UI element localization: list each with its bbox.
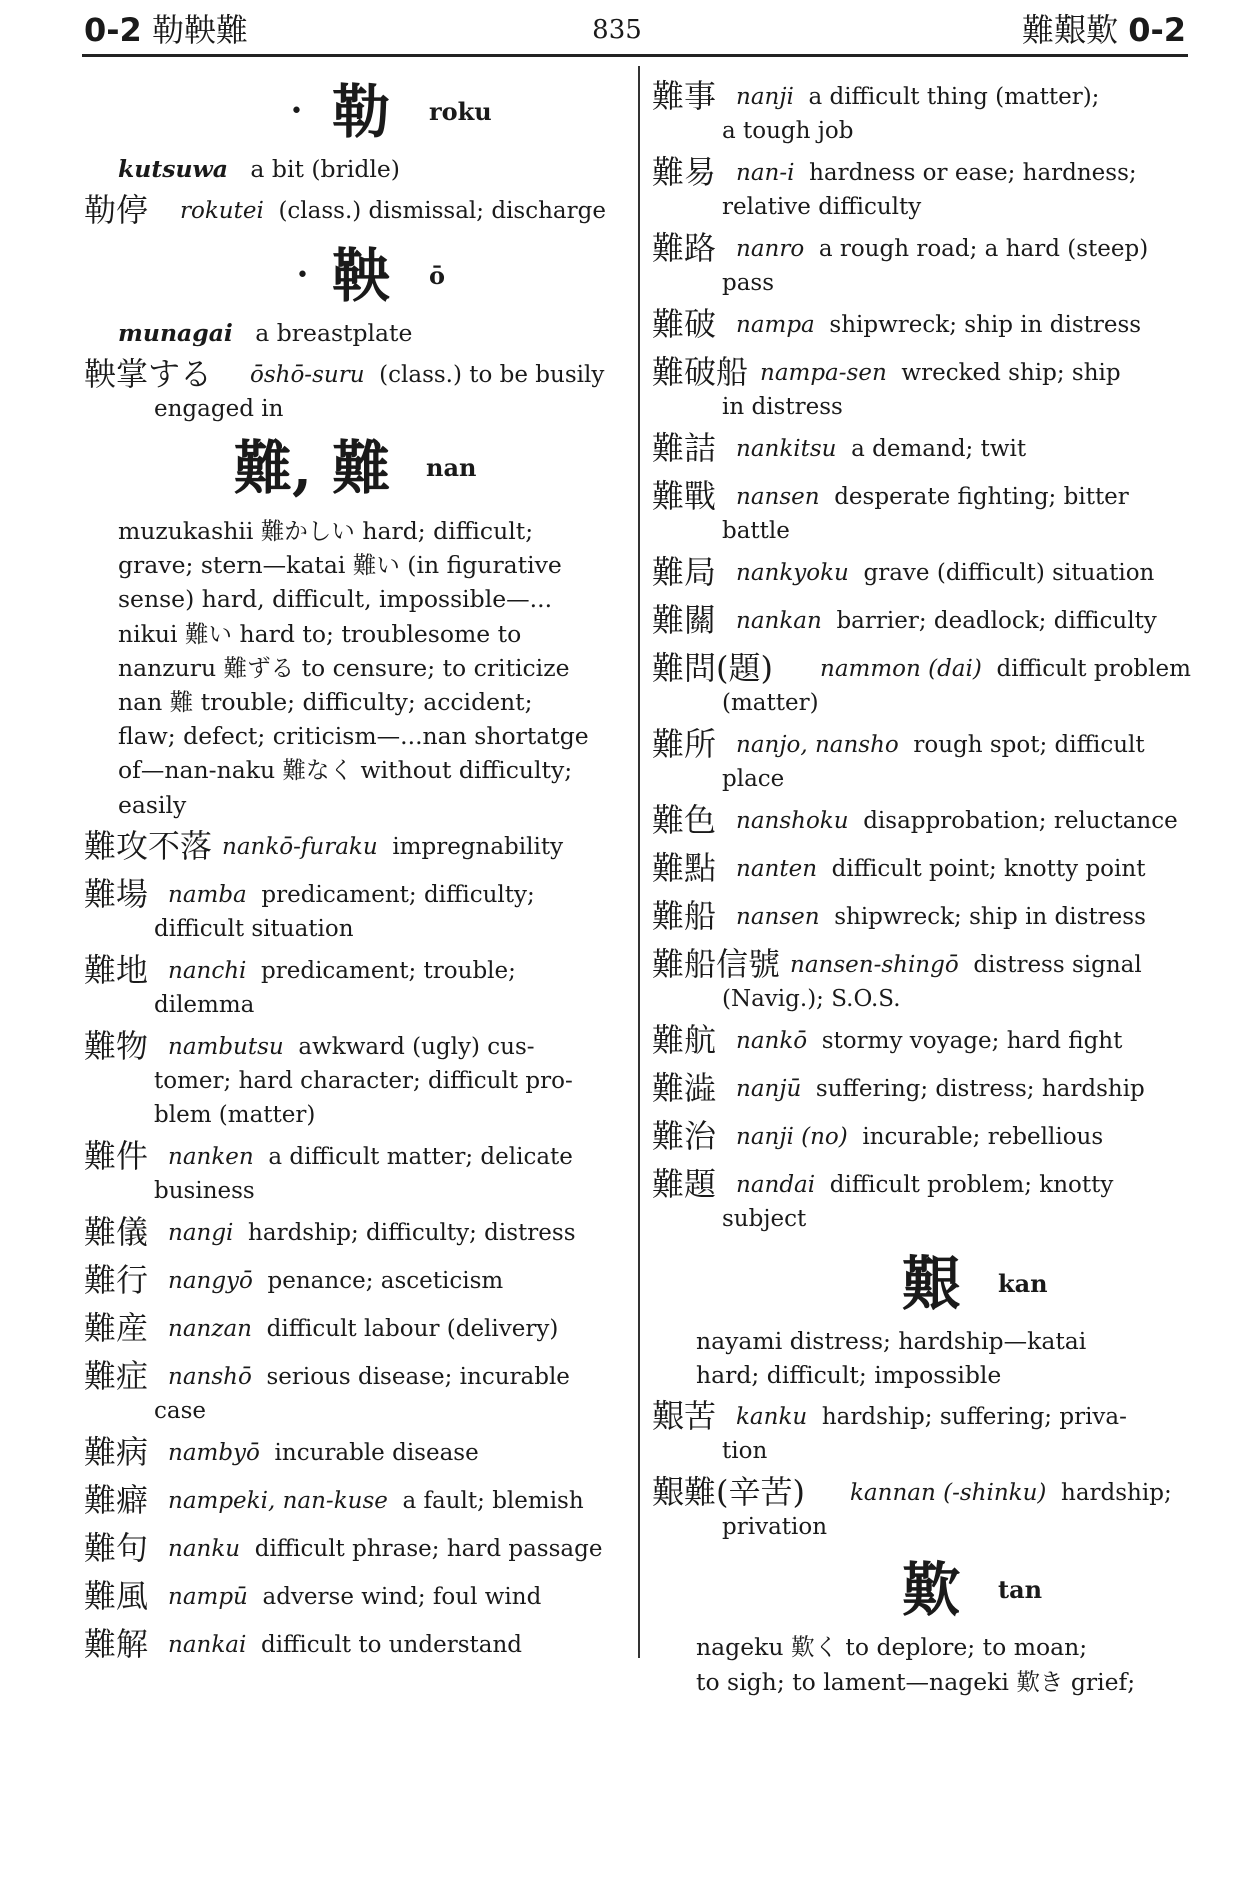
paragraph-line: of—nan-naku 難なく without difficulty; <box>118 756 573 785</box>
entry-kanji: 難症 <box>84 1356 149 1395</box>
entry-definition: hardship; suffering; priva- <box>821 1404 1127 1431</box>
entry-kanji: 鞅掌する <box>84 355 213 393</box>
entry-romaji: nampeki, nan-kuse <box>168 1487 388 1514</box>
entry <box>652 896 1192 940</box>
entry-definition: distress signal <box>973 952 1142 978</box>
entry-continuation: a tough job <box>722 118 854 144</box>
kan-entries <box>652 1396 1192 1544</box>
entry <box>652 304 1192 348</box>
entry-continuation: tion <box>722 1438 768 1465</box>
kanji-heading-o <box>84 236 624 316</box>
header-right-kanji: 難艱歎 <box>1022 11 1119 49</box>
entry-kanji: 難詰 <box>652 429 717 467</box>
entry-kanji: 難澁 <box>652 1069 717 1107</box>
entry-continuation: case <box>154 1397 207 1424</box>
entry-romaji: nanji <box>736 84 794 110</box>
entry <box>84 1308 624 1352</box>
entry-continuation: pass <box>722 270 775 296</box>
right-entries <box>652 76 1192 1236</box>
entry-definition: difficult to understand <box>260 1631 522 1658</box>
entry-kanji: 難關 <box>652 601 717 639</box>
entry <box>652 724 1192 796</box>
entry-kanji: 難句 <box>84 1528 149 1567</box>
entry-romaji: nansen <box>736 484 820 510</box>
entry-romaji: nambyō <box>168 1439 260 1466</box>
heading-kanji: 難, 難 <box>234 434 391 502</box>
entry-kanji: 難船信號 <box>652 945 781 983</box>
entry <box>652 1020 1192 1064</box>
entry-definition: adverse wind; foul wind <box>262 1583 542 1610</box>
heading-reading: tan <box>998 1575 1043 1605</box>
entry <box>652 1164 1192 1236</box>
entry-definition: hardship; <box>1061 1480 1172 1507</box>
paragraph-line: nayami distress; hardship—katai <box>696 1327 1087 1355</box>
entry-romaji: nankitsu <box>736 436 837 462</box>
entry-romaji: nansen <box>736 904 820 930</box>
entry-romaji: nampa-sen <box>760 360 887 386</box>
entry-kanji: 勒停 <box>84 191 149 229</box>
entry-romaji: nan-i <box>736 160 795 186</box>
entry-kanji: 難局 <box>652 553 717 591</box>
entry-definition: difficult problem <box>996 656 1191 682</box>
paragraph-line: sense) hard, difficult, impossible—... <box>118 585 553 614</box>
entry-definition: desperate fighting; bitter <box>834 484 1129 510</box>
entry <box>652 1116 1192 1160</box>
entry-kanji: 艱難(辛苦) <box>652 1473 805 1512</box>
kun-definition: a breastplate <box>255 319 413 347</box>
entry <box>652 552 1192 596</box>
kanji-heading-kan <box>652 1244 1192 1324</box>
entry <box>84 1528 624 1572</box>
heading-reading: ō <box>429 261 446 290</box>
entry-kanji: 難戰 <box>652 477 717 515</box>
entry <box>652 944 1192 1016</box>
entry-definition: predicament; trouble; <box>261 957 516 984</box>
kanji-heading-roku <box>84 72 624 152</box>
paragraph-line: grave; stern—katai 難い (in figurative <box>118 551 562 580</box>
entry <box>84 1026 624 1132</box>
entry <box>652 76 1192 148</box>
entry-continuation: (Navig.); S.O.S. <box>722 986 901 1012</box>
entry-romaji: nangi <box>168 1219 234 1246</box>
entry-kanji: 難題 <box>652 1165 717 1203</box>
entry-kanji: 難地 <box>84 950 149 989</box>
entry-romaji: nanten <box>736 856 818 882</box>
column-divider <box>638 66 640 1658</box>
entry-definition: suffering; distress; hardship <box>815 1076 1145 1102</box>
entry-kanji: 難破 <box>652 305 717 343</box>
entry-definition: shipwreck; ship in distress <box>834 904 1146 930</box>
entry-kanji: 難風 <box>84 1576 149 1615</box>
entry-definition: serious disease; incurable <box>266 1363 570 1390</box>
entry-romaji: namba <box>168 881 247 908</box>
entry-kanji: 難船 <box>652 897 717 935</box>
entry <box>84 190 624 234</box>
entry-continuation: in distress <box>722 394 843 420</box>
paragraph-line: muzukashii 難かしい hard; difficult; <box>118 517 534 545</box>
entry <box>84 1260 624 1304</box>
header-left-code: 0-2 <box>84 11 142 49</box>
entry <box>84 874 624 946</box>
entry-kanji: 難點 <box>652 849 717 887</box>
entry <box>84 1356 624 1428</box>
entry-definition: difficult phrase; hard passage <box>254 1535 603 1562</box>
header-right <box>1022 10 1186 50</box>
entry-continuation: place <box>722 766 785 792</box>
entry-romaji: nanji (no) <box>736 1124 848 1150</box>
entry <box>652 848 1192 892</box>
heading-reading: kan <box>998 1269 1048 1298</box>
entry-kanji: 難行 <box>84 1260 149 1299</box>
entry-romaji: nambutsu <box>168 1033 284 1060</box>
entry-kanji: 難件 <box>84 1136 149 1175</box>
entry-kanji: 難攻不落 <box>84 826 213 865</box>
entry-continuation: engaged in <box>154 396 284 422</box>
entry-continuation: dilemma <box>154 991 255 1018</box>
entry-kanji: 難治 <box>652 1117 717 1155</box>
entry-definition: a difficult matter; delicate <box>268 1143 573 1170</box>
entry <box>652 428 1192 472</box>
entry-continuation: business <box>154 1177 255 1204</box>
entry-continuation: battle <box>722 518 790 544</box>
entry <box>652 800 1192 844</box>
entry-romaji: kannan (-shinku) <box>850 1480 1047 1507</box>
entry <box>652 228 1192 300</box>
kun-reading-line <box>84 316 624 350</box>
paragraph-line: nanzuru 難ずる to censure; to criticize <box>118 653 570 682</box>
entry-continuation: tomer; hard character; difficult pro- <box>154 1067 573 1094</box>
entry-definition: predicament; difficulty; <box>261 881 535 908</box>
entry-romaji: ōshō-suru <box>250 362 365 388</box>
paragraph-line: flaw; defect; criticism—...nan shortatge <box>118 722 589 751</box>
entry-definition: incurable; rebellious <box>862 1124 1104 1150</box>
entry-definition: a rough road; a hard (steep) <box>818 236 1149 262</box>
entry-definition: (class.) dismissal; discharge <box>278 198 606 224</box>
right-column <box>652 72 1192 1699</box>
entry-definition: grave (difficult) situation <box>863 560 1155 586</box>
entry <box>652 1472 1192 1544</box>
entry-romaji: nanjo, nansho <box>736 732 899 758</box>
tan-paragraph <box>652 1630 1192 1698</box>
bullet-dot: • <box>290 99 303 124</box>
entry-romaji: nanshō <box>168 1363 252 1390</box>
entry-kanji: 難所 <box>652 725 717 763</box>
entry-definition: incurable disease <box>274 1439 479 1466</box>
entry-romaji: nankyoku <box>736 560 849 586</box>
entry-kanji: 難病 <box>84 1432 149 1471</box>
heading-kanji: 艱 <box>902 1250 961 1318</box>
entry-continuation: privation <box>722 1514 828 1541</box>
entry-kanji: 難儀 <box>84 1212 149 1251</box>
entry-romaji: nanku <box>168 1535 241 1562</box>
entry-romaji: nanchi <box>168 957 247 984</box>
entry-definition: difficult labour (delivery) <box>266 1315 559 1342</box>
entry-definition: shipwreck; ship in distress <box>829 312 1142 338</box>
kun-reading: kutsuwa <box>118 155 228 183</box>
entry-romaji: nanzan <box>168 1315 252 1342</box>
entry-romaji: nampū <box>168 1583 248 1610</box>
entry-definition: impregnability <box>392 833 564 860</box>
entry-romaji: nanshoku <box>736 808 849 834</box>
entry-romaji: nankō <box>736 1028 808 1054</box>
paragraph-line: nageku 歎く to deplore; to moan; <box>696 1633 1088 1662</box>
entry-definition: (class.) to be busily <box>379 362 605 388</box>
entry <box>84 1624 624 1668</box>
entry-definition: disapprobation; reluctance <box>863 808 1178 834</box>
entry <box>652 600 1192 644</box>
kanji-heading-tan <box>652 1550 1192 1630</box>
entry <box>652 476 1192 548</box>
entry-definition: a demand; twit <box>851 436 1027 462</box>
entry-definition: difficult problem; knotty <box>829 1172 1114 1198</box>
heading-kanji: 歎 <box>902 1556 961 1625</box>
entry-definition: stormy voyage; hard fight <box>821 1028 1123 1054</box>
entry-kanji: 難問(題) <box>652 649 773 687</box>
entry-definition: hardness or ease; hardness; <box>809 160 1137 186</box>
heading-reading: nan <box>426 453 477 482</box>
entry <box>652 1396 1192 1468</box>
entry-kanji: 難易 <box>652 153 717 191</box>
entry-kanji: 難路 <box>652 229 717 267</box>
heading-reading: roku <box>429 97 492 126</box>
entry-definition: penance; asceticism <box>267 1267 504 1294</box>
entry-continuation: blem (matter) <box>154 1101 316 1128</box>
entry <box>84 950 624 1022</box>
bullet-dot: • <box>296 263 309 288</box>
entry-romaji: nampa <box>736 312 815 338</box>
entry-definition: a fault; blemish <box>402 1487 584 1514</box>
entry-kanji: 難癖 <box>84 1480 149 1519</box>
header-right-code: 0-2 <box>1128 11 1186 49</box>
entry-romaji: nanjū <box>736 1076 802 1102</box>
paragraph-line: to sigh; to lament—nageki 歎き grief; <box>696 1667 1136 1696</box>
entry <box>652 152 1192 224</box>
paragraph-line: nikui 難い hard to; troublesome to <box>118 619 522 648</box>
entry-kanji: 難場 <box>84 874 149 913</box>
entry-continuation: (matter) <box>722 690 819 716</box>
header-left-kanji: 勒鞅難 <box>151 11 248 49</box>
paragraph-line: nan 難 trouble; difficulty; accident; <box>118 688 533 717</box>
entry-romaji: nanken <box>168 1143 254 1170</box>
entry-romaji: rokutei <box>180 198 264 224</box>
entry-kanji: 難事 <box>652 77 717 115</box>
entry-kanji: 難破船 <box>652 353 749 391</box>
entry-continuation: difficult situation <box>154 915 354 942</box>
heading-kanji: 勒 <box>332 78 391 146</box>
entry <box>84 1432 624 1476</box>
entry-kanji: 難解 <box>84 1624 149 1663</box>
entry <box>652 1068 1192 1112</box>
entry-definition: rough spot; difficult <box>913 732 1145 758</box>
entry-romaji: nankai <box>168 1631 247 1658</box>
header-rule <box>82 54 1188 57</box>
entry-romaji: nangyō <box>168 1267 253 1294</box>
heading-kanji: 鞅 <box>332 242 391 310</box>
entry-kanji: 艱苦 <box>652 1397 717 1436</box>
entry-continuation: relative difficulty <box>722 194 922 220</box>
entry <box>84 1212 624 1256</box>
entry-romaji: nanro <box>736 236 805 262</box>
nan-entries <box>84 826 624 1668</box>
entry-definition: difficult point; knotty point <box>831 856 1146 882</box>
entry-kanji: 難航 <box>652 1021 717 1059</box>
entry-romaji: kanku <box>736 1404 808 1431</box>
paragraph-line: hard; difficult; impossible <box>696 1361 1002 1390</box>
entry-kanji: 難色 <box>652 801 717 839</box>
kun-reading-line <box>84 152 624 186</box>
entry-definition: wrecked ship; ship <box>901 360 1121 386</box>
entry-definition: barrier; deadlock; difficulty <box>836 608 1157 634</box>
entry-continuation: subject <box>722 1206 807 1232</box>
kanji-heading-nan <box>84 428 624 514</box>
entry-definition: awkward (ugly) cus- <box>298 1033 535 1060</box>
entry <box>84 826 624 870</box>
entry <box>652 648 1192 720</box>
kun-reading: munagai <box>118 319 233 347</box>
entry <box>84 1136 624 1208</box>
paragraph-line: easily <box>118 790 187 819</box>
entry <box>652 352 1192 424</box>
left-column <box>84 72 624 1670</box>
entry-romaji: nankan <box>736 608 822 634</box>
entry-romaji: nammon (dai) <box>820 656 982 682</box>
entry <box>84 1480 624 1524</box>
kan-paragraph <box>652 1324 1192 1392</box>
entry <box>84 354 624 426</box>
entry-romaji: nankō-furaku <box>222 833 378 860</box>
entry-romaji: nandai <box>736 1172 816 1198</box>
entry-romaji: nansen-shingō <box>790 952 959 978</box>
entry <box>84 1576 624 1620</box>
nan-paragraph <box>84 514 624 822</box>
entry-definition: hardship; difficulty; distress <box>248 1219 576 1246</box>
page-number: 835 <box>592 15 642 45</box>
kun-definition: a bit (bridle) <box>250 155 400 183</box>
entry-definition: a difficult thing (matter); <box>808 84 1100 110</box>
entry-kanji: 難物 <box>84 1026 149 1065</box>
entry-kanji: 難産 <box>84 1308 149 1347</box>
